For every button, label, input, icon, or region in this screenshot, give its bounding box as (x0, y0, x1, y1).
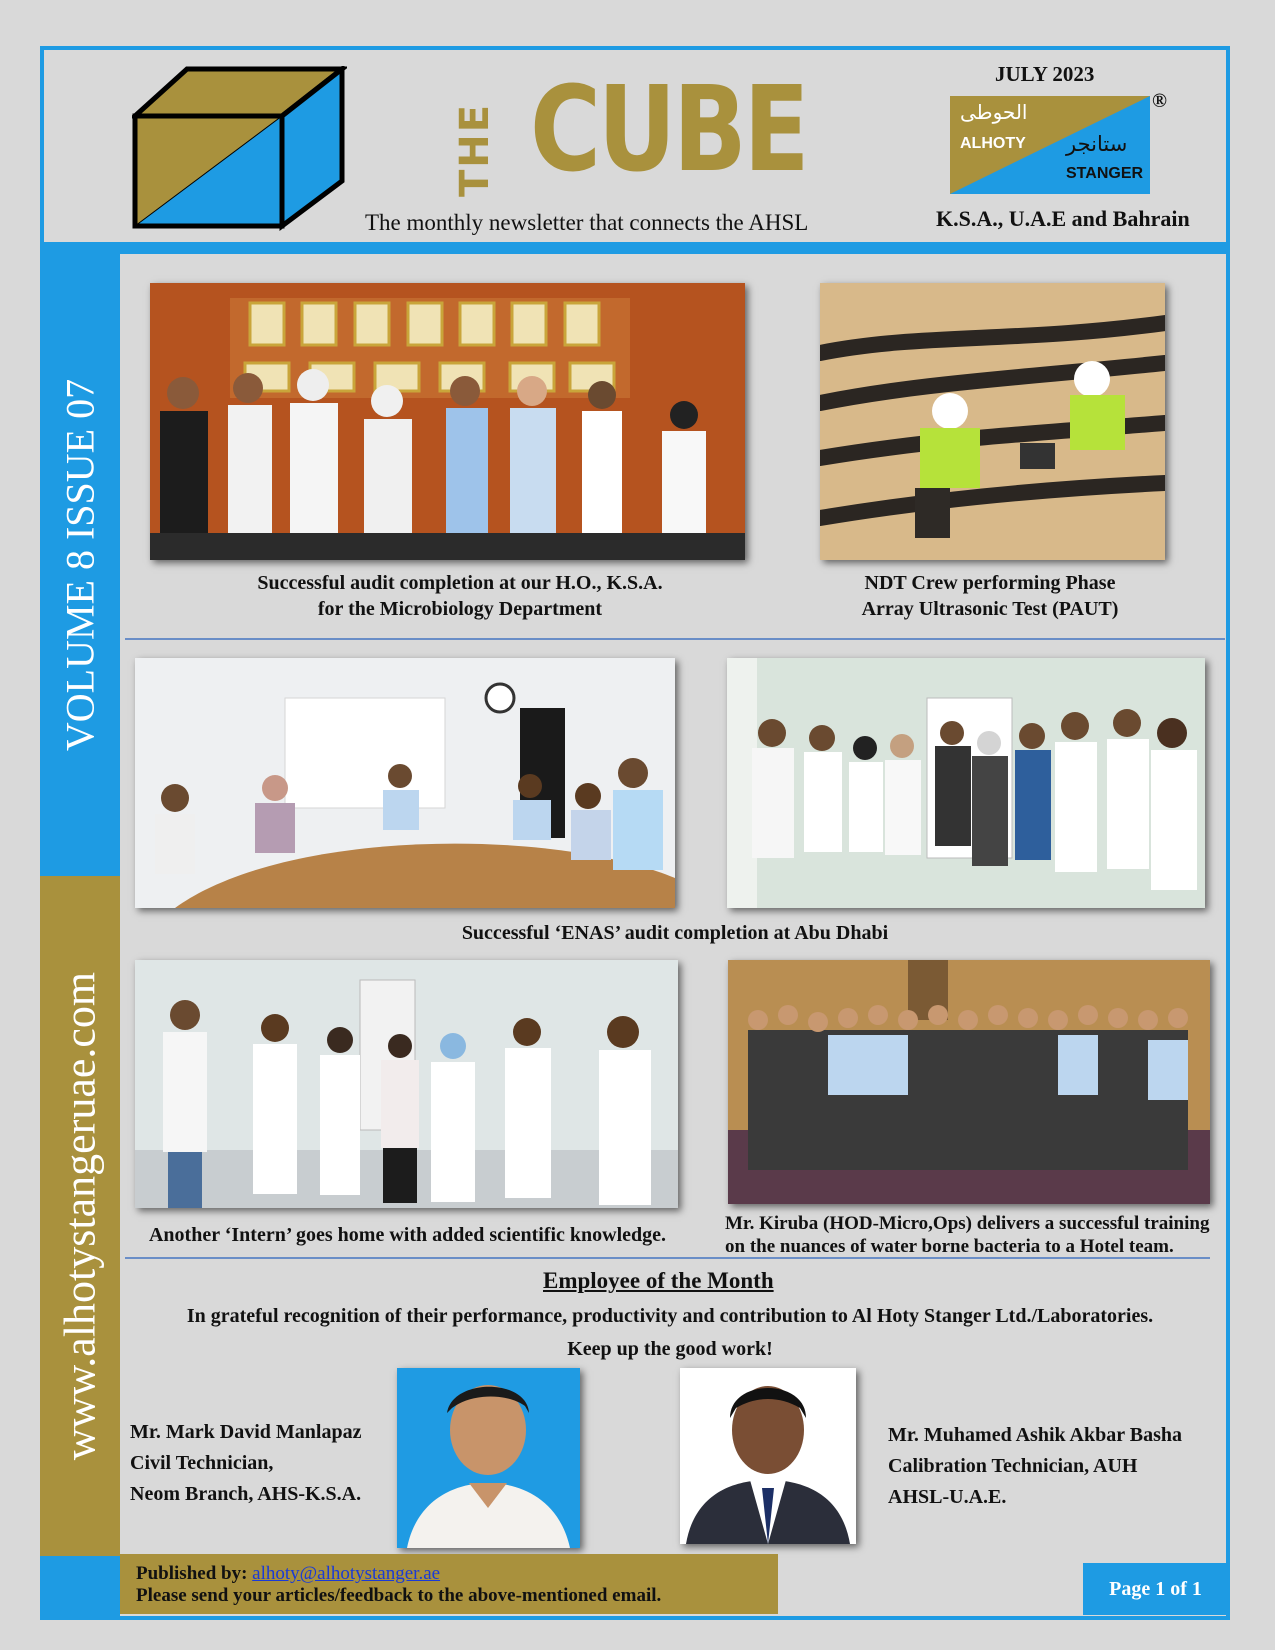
newsletter-tagline: The monthly newsletter that connects the AHSL (365, 210, 809, 235)
employee-2-branch: AHSL-U.A.E. (888, 1486, 1007, 1508)
employee-1-branch: Neom Branch, AHS-K.S.A. (130, 1483, 362, 1505)
logo-arabic-top: الحوطى (960, 100, 1028, 124)
divider-2 (125, 1257, 1210, 1259)
employee-1-info (130, 1417, 361, 1510)
divider-1 (125, 638, 1225, 640)
published-label: Published by (136, 1563, 242, 1584)
caption-intern: Another ‘Intern’ goes home with added scientific knowledge. (148, 1224, 667, 1246)
registered-mark: ® (1152, 90, 1167, 112)
caption-ndt: NDT Crew performing Phase Array Ultrasonic Test (PAUT) (861, 572, 1119, 620)
website-label: www.alhotystangeruae.com (55, 971, 105, 1461)
logo-english-top: ALHOTY (960, 135, 1026, 152)
caption-enas: Successful ‘ENAS’ audit completion at Abu Dhabi (461, 922, 889, 944)
employee-1-photo (397, 1368, 580, 1548)
employee-1-role: Civil Technician, (130, 1452, 274, 1474)
photo-enas-team (727, 658, 1205, 908)
sidebar-volume-band (40, 254, 120, 876)
photo-ndt-crew (820, 283, 1165, 560)
volume-label: VOLUME 8 ISSUE 07 (57, 378, 103, 752)
page-indicator: Page 1 of 1 (1083, 1563, 1228, 1615)
employee-1-name: Mr. Mark David Manlapaz (130, 1421, 362, 1443)
newsletter-title: CUBE (530, 60, 807, 198)
sidebar-website-band (40, 876, 120, 1556)
issue-date: JULY 2023 (995, 62, 1095, 86)
eotm-text: In grateful recognition of their performance, productivity and contribution to Al Hoty Stanger Ltd./Laboratories. Keep up the good work! (186, 1305, 1154, 1360)
feedback-note: Please send your articles/feedback to the above-mentioned email. (136, 1585, 662, 1606)
photo-enas-meeting (135, 658, 675, 908)
the-word: THE (452, 102, 498, 198)
caption-ho-audit: Successful audit completion at our H.O., K.S.A. for the Microbiology Department (257, 572, 663, 620)
photo-hotel-training (728, 960, 1210, 1204)
logo-english-bottom: STANGER (1066, 165, 1144, 182)
employee-2-role: Calibration Technician, AUH (888, 1455, 1138, 1477)
photo-intern (135, 960, 678, 1208)
footer-corner-band (40, 1556, 120, 1620)
employee-2-name: Mr. Muhamed Ashik Akbar Basha (888, 1424, 1182, 1446)
logo-arabic-bottom: ستانجر (1066, 132, 1128, 156)
employee-2-info (888, 1420, 1182, 1513)
photo-ho-audit (150, 283, 745, 560)
regions-label: K.S.A., U.A.E and Bahrain (936, 206, 1190, 231)
eotm-title: Employee of the Month (543, 1268, 774, 1293)
email-link[interactable]: alhoty@alhotystanger.ae (252, 1563, 441, 1584)
cube-logo-icon (132, 66, 347, 231)
published-by: Published by: alhoty@alhotystanger.ae Please send your articles/feedback to the above-mentioned email. (136, 1563, 662, 1606)
employee-2-photo (680, 1368, 856, 1544)
header-separator (40, 242, 1230, 254)
caption-training: Mr. Kiruba (HOD-Micro,Ops) delivers a successful training on the nuances of water borne bacteria to a Hotel team. (725, 1213, 1210, 1257)
